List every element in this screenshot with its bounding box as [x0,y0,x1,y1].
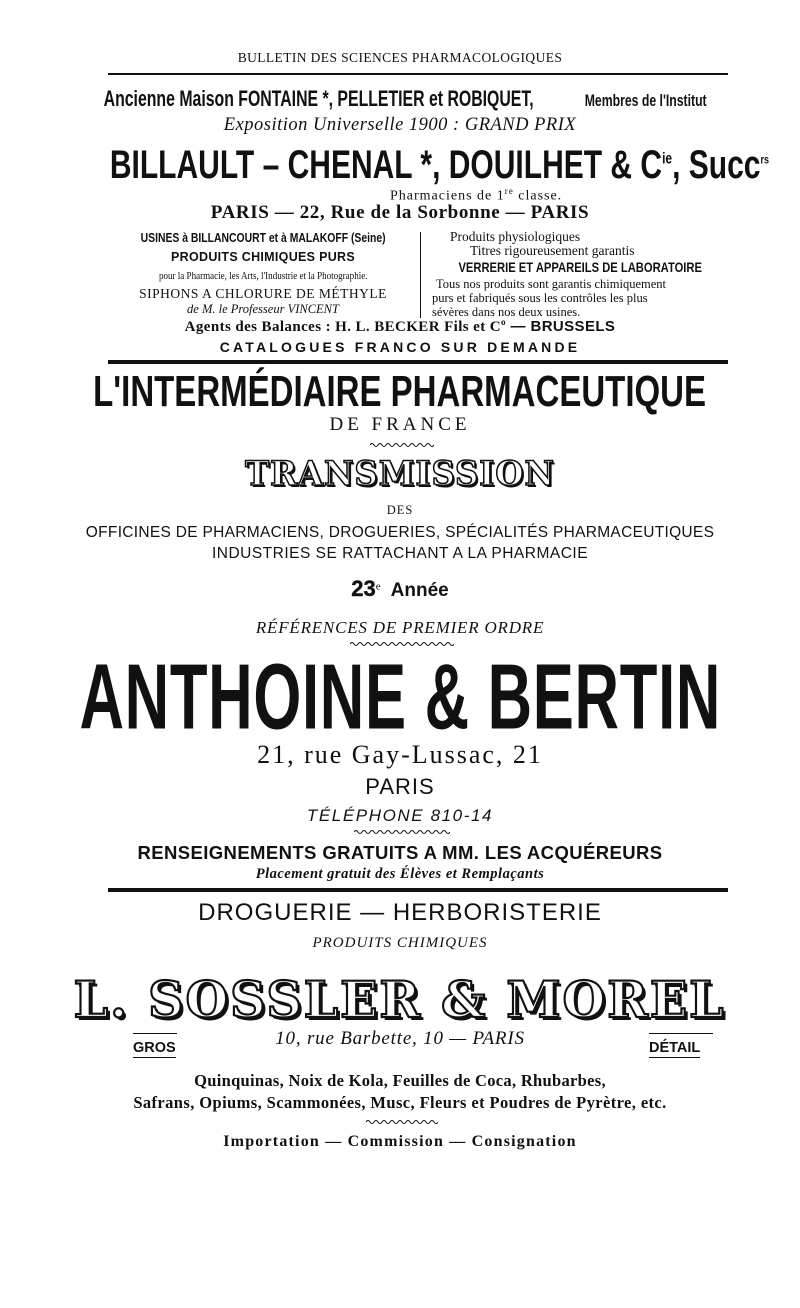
section-rule-1 [108,360,728,364]
ad1-verrerie: VERRERIE ET APPAREILS DE LABORATOIRE [458,259,703,275]
running-header: BULLETIN DES SCIENCES PHARMACOLOGIQUES [237,50,563,65]
ad2-city: PARIS [365,774,435,799]
ad2-des: DES [386,503,414,517]
ad1-company-name: BILLAULT – CHENAL *, DOUILHET & C [109,143,663,187]
ad2-officines: OFFICINES DE PHARMACIENS, DROGUERIES, SPÉCIALITÉS PHARMACEUTIQUES [85,524,715,541]
ad3-firm-wrap [0,970,800,1029]
ad1-agents: Agents des Balances : H. L. BECKER Fils et $C^o$ — BRUSSELS [184,317,616,335]
ad2-renseignements: RENSEIGNEMENTS GRATUITS A MM. LES ACQUÉREURS [137,842,663,863]
ad1-maison: Ancienne Maison FONTAINE *, PELLETIER et ROBIQUET, [103,86,534,111]
ad1-pour-la-pharmacie: pour la Pharmacie, les Arts, l'Industrie et la Photographie. [158,271,368,282]
ad2-street: 21, rue Gay-Lussac, 21 [257,740,543,769]
ad1-catalogues: CATALOGUES FRANCO SUR DEMANDE [219,339,581,355]
ad1-tous-3: sévères dans nos deux usines. [432,305,581,319]
ad2-title-wrap [0,367,800,417]
ad1-left-column [108,229,418,317]
ad2-industries: INDUSTRIES SE RATTACHANT A LA PHARMACIE [211,545,589,562]
ad1-titres: Titres rigoureusement garantis [470,243,635,258]
ad2-firm-wrap [0,646,800,748]
ad2-references: RÉFÉRENCES DE PREMIER ORDRE [255,618,545,637]
ad1-exposition: Exposition Universelle 1900 : GRAND PRIX [223,115,577,135]
ad1-siphons: SIPHONS A CHLORURE DE MÉTHYLE [139,286,387,301]
ad1-usines: USINES à BILLANCOURT et à MALAKOFF (Seine) [140,230,386,245]
ad3-products-1: Quinquinas, Noix de Kola, Feuilles de Coca, Rhubarbes, [194,1071,606,1090]
header-rule [108,73,728,75]
ad3-detail-overline [649,1033,713,1034]
ad3-gros: GROS [133,1040,176,1056]
ad3-ornament [366,1119,438,1125]
ad1-produits-chimiques: PRODUITS CHIMIQUES PURS [171,250,355,264]
section-rule-2 [108,888,728,892]
ad3-address: 10, rue Barbette, 10 — PARIS [275,1028,525,1049]
ad2-ornament-3 [354,829,450,835]
ad3-footer: Importation — Commission — Consignation [223,1133,577,1150]
ad2-ornament-1 [370,442,434,448]
ad1-membres: Membres de l'Institut [584,91,707,110]
ad3-detail: DÉTAIL [649,1040,701,1056]
ad2-transmission: TRANSMISSION [245,454,555,494]
ad1-physio: Produits physiologiques [450,229,581,244]
ad1-company-succ: , Succ [672,143,761,187]
ad2-placement: Placement gratuit des Élèves et Remplaçants [255,866,545,882]
ad1-company-sup1: ie [662,150,673,168]
ad1-line1 [0,86,800,112]
ad2-annee-num: 23 [351,576,376,601]
ad3-firm: L. SOSSLER & MOREL [74,970,726,1029]
ad1-address: PARIS — 22, Rue de la Sorbonne — PARIS [210,202,590,223]
ad1-right-column [428,229,738,319]
ad3-produits: PRODUITS CHIMIQUES [312,935,488,951]
ad1-pharmaciens: Pharmaciens de 1re classe. [390,186,563,204]
ad2-annee [0,576,800,602]
ad3-products-2: Safrans, Opiums, Scammonées, Musc, Fleurs et Poudres de Pyrètre, etc. [133,1093,667,1112]
ad2-transmission-wrap [0,454,800,494]
ad2-title: L'INTERMÉDIAIRE PHARMACEUTIQUE [93,367,707,416]
ad2-annee-word: Année [390,580,449,601]
ad1-professeur: de M. le Professeur VINCENT [187,302,339,316]
ad3-heading: DROGUERIE — HERBORISTERIE [198,899,602,926]
ad2-subtitle: DE FRANCE [329,414,471,435]
ad2-telephone: TÉLÉPHONE 810-14 [306,806,494,825]
ad1-tous-2: purs et fabriqués sous les contrôles les plus [432,291,648,305]
ad1-tous-1: Tous nos produits sont garantis chimiquement [436,277,667,291]
ad1-company-sup2: rs [760,152,769,167]
ad2-firm: ANTHOINE & BERTIN [79,644,721,749]
ad1-column-divider [420,232,421,318]
ad2-annee-sup: e [375,580,381,593]
ad1-company [0,143,800,188]
